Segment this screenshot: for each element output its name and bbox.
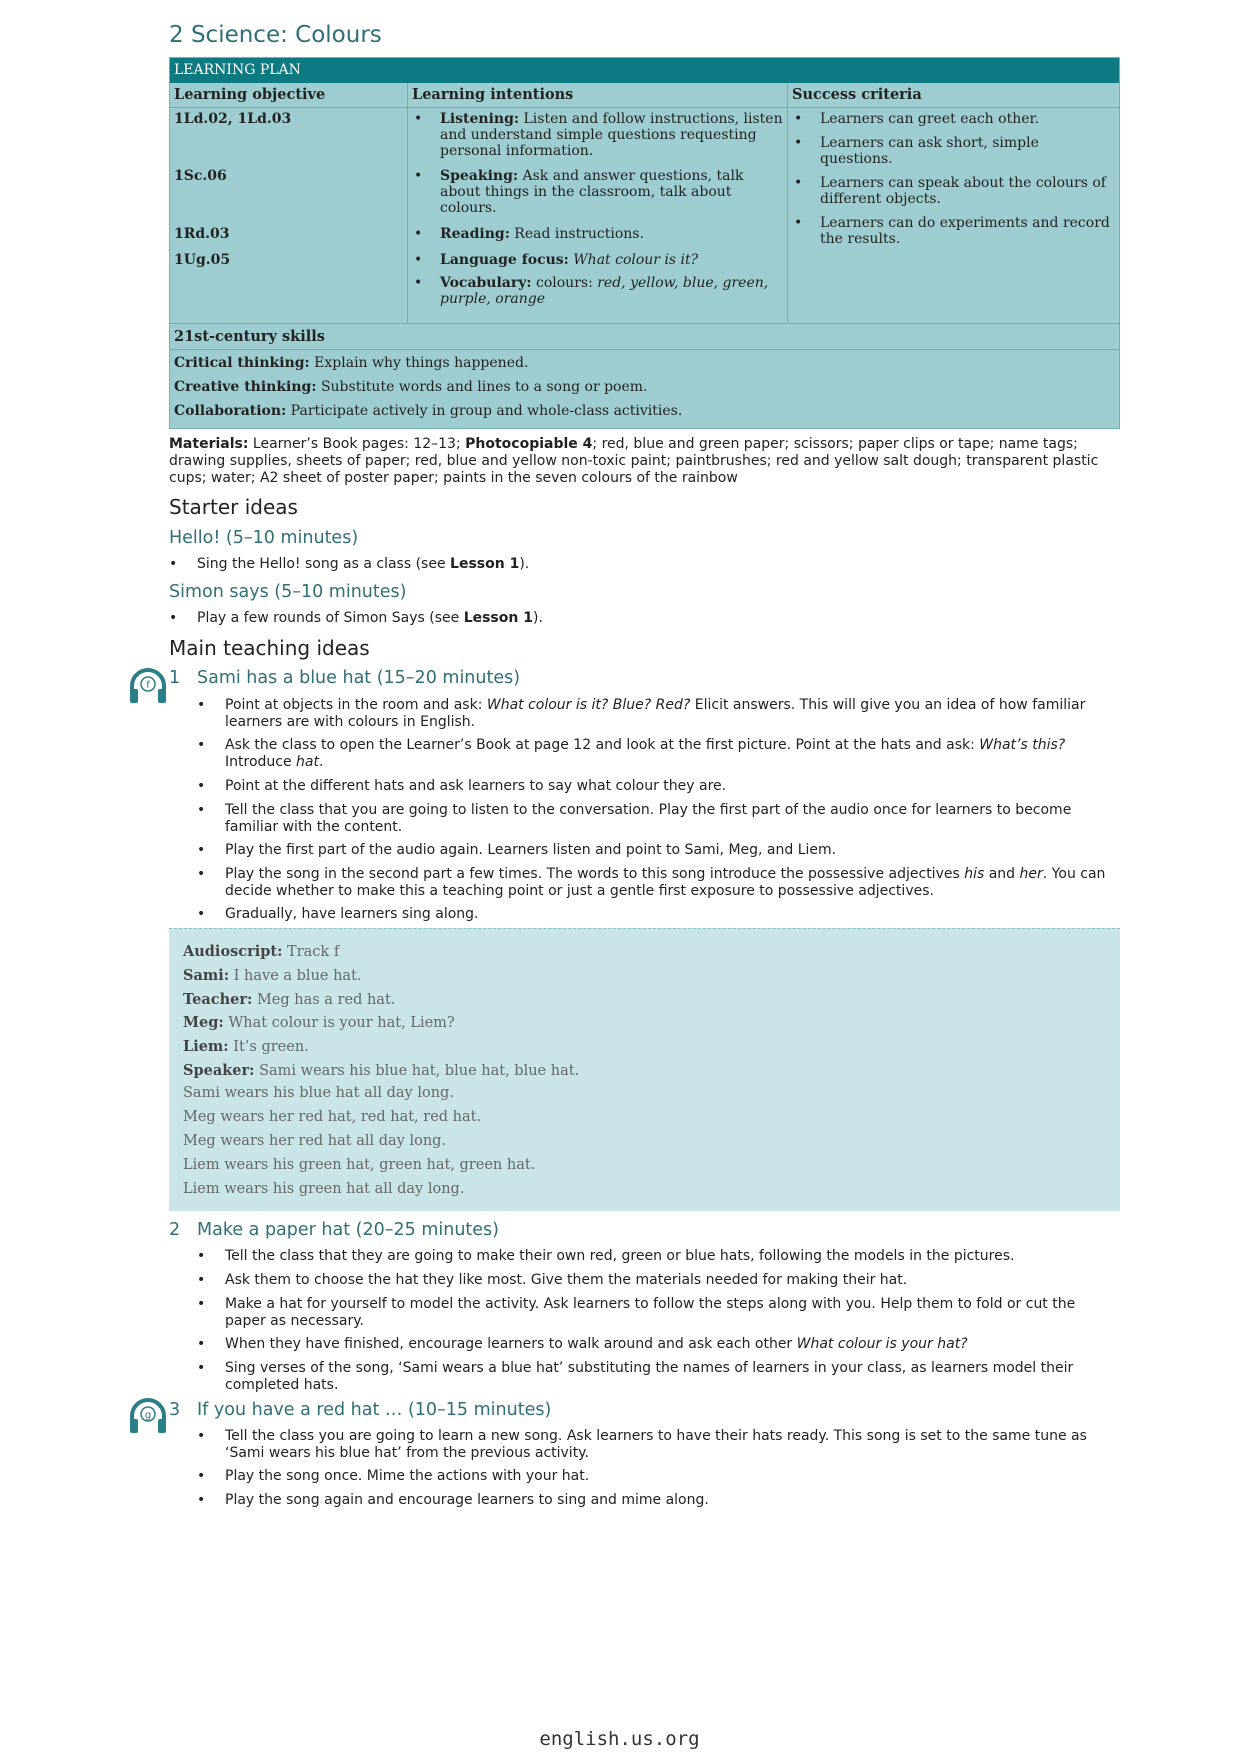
objective-code: 1Rd.03	[174, 226, 230, 242]
audioscript-line: Liem wears his green hat all day long.	[183, 1181, 465, 1197]
intention-text: colours:	[531, 275, 598, 291]
learning-plan-header: LEARNING PLAN	[170, 58, 1119, 83]
starter-title: Hello! (5–10 minutes)	[169, 528, 359, 548]
criteria-item: • Learners can greet each other.	[794, 111, 1040, 127]
activity1-bullet: • Point at the different hats and ask learners to say what colour they are.	[197, 778, 727, 794]
intention-label: Listening:	[440, 111, 520, 127]
intention-text: Ask and answer questions, talk about things in the classroom, talk about colours.	[440, 168, 744, 216]
activity2-bullet: • Sing verses of the song, ‘Sami wears a blue hat’ substituting the names of learners in your class, as learners model their completed hats.	[197, 1360, 1074, 1393]
intention-label: Speaking:	[440, 168, 519, 184]
col-header-intentions: Learning intentions	[408, 83, 787, 108]
activity2-bullet: • When they have finished, encourage learners to walk around and ask each other What colour is your hat?	[197, 1336, 968, 1352]
criteria-column	[788, 83, 1119, 323]
intention-italic: What colour is it?	[573, 252, 699, 268]
activity-title: 3 If you have a red hat … (10–15 minutes)	[169, 1400, 552, 1420]
activity-title: 1 Sami has a blue hat (15–20 minutes)	[169, 668, 521, 688]
activity2-bullet: • Tell the class that they are going to make their own red, green or blue hats, following the models in the pictures.	[197, 1248, 1015, 1264]
activity1-bullet: • Point at objects in the room and ask: What colour is it? Blue? Red? Elicit answers. This will give you an idea of how familiar learners are with colours in English.	[197, 697, 1086, 730]
activity1-bullet: • Gradually, have learners sing along.	[197, 906, 479, 922]
col-header-objective: Learning objective	[170, 83, 407, 108]
skill-item: Collaboration: Participate actively in group and whole-class activities.	[174, 403, 683, 419]
intention-item: • Listening: Listen and follow instructions, listen and understand simple questions requesting personal information.	[414, 111, 783, 159]
activity1-bullet: • Play the first part of the audio again. Learners listen and point to Sami, Meg, and Liem.	[197, 842, 837, 858]
starter-title: Simon says (5–10 minutes)	[169, 582, 407, 602]
objective-code: 1Ld.02, 1Ld.03	[174, 111, 292, 127]
intention-item: • Vocabulary: colours: red, yellow, blue, green, purple, orange	[414, 275, 769, 307]
activity3-bullet: • Play the song again and encourage learners to sing and mime along.	[197, 1492, 709, 1508]
audioscript-line: Meg wears her red hat, red hat, red hat.	[183, 1109, 482, 1125]
activity3-bullet: • Play the song once. Mime the actions with your hat.	[197, 1468, 590, 1484]
intention-label: Language focus:	[440, 252, 569, 268]
audioscript-line: Audioscript: Track f	[183, 943, 340, 960]
main-heading: Main teaching ideas	[169, 636, 370, 660]
intention-label: Vocabulary:	[440, 275, 532, 291]
learning-plan-table	[169, 57, 1120, 429]
intention-italic: red, yellow, blue, green, purple, orange	[440, 275, 769, 307]
col-header-criteria: Success criteria	[788, 83, 1119, 108]
starter-bullet: • Sing the Hello! song as a class (see Lesson 1).	[169, 556, 530, 572]
intentions-column	[408, 83, 788, 323]
headphones-icon	[128, 667, 168, 705]
skill-item: Creative thinking: Substitute words and lines to a song or poem.	[174, 379, 648, 395]
activity1-bullet: • Ask the class to open the Learner’s Book at page 12 and look at the first picture. Point at the hats and ask: What’s this? Introduce hat.	[197, 737, 1066, 770]
activity3-bullet: • Tell the class you are going to learn a new song. Ask learners to have their hats ready. This song is set to the same tune as ‘Sami wears his blue hat’ from the previous activity.	[197, 1428, 1087, 1461]
starter-bullet: • Play a few rounds of Simon Says (see Lesson 1).	[169, 610, 543, 626]
audioscript-line: Sami wears his blue hat all day long.	[183, 1085, 454, 1101]
criteria-item: • Learners can speak about the colours of different objects.	[794, 175, 1106, 207]
svg-text:g: g	[144, 1410, 152, 1421]
activity2-bullet: • Make a hat for yourself to model the activity. Ask learners to follow the steps along with you. Help them to fold or cut the paper as necessary.	[197, 1296, 1076, 1329]
starter-heading: Starter ideas	[169, 495, 298, 519]
audioscript-line: Sami: I have a blue hat.	[183, 967, 362, 984]
page-title: 2 Science: Colours	[169, 22, 382, 48]
skills-header: 21st-century skills	[170, 323, 1119, 350]
activity2-bullet: • Ask them to choose the hat they like most. Give them the materials needed for making their hat.	[197, 1272, 908, 1288]
activity-title: 2 Make a paper hat (20–25 minutes)	[169, 1220, 499, 1240]
audioscript-line: Teacher: Meg has a red hat.	[183, 991, 396, 1008]
intention-item: • Speaking: Ask and answer questions, talk about things in the classroom, talk about colours.	[414, 168, 744, 216]
intention-label: Reading:	[440, 226, 510, 242]
audioscript-line: Meg: What colour is your hat, Liem?	[183, 1014, 455, 1031]
audioscript-line: Liem wears his green hat, green hat, green hat.	[183, 1157, 536, 1173]
audioscript-box	[169, 928, 1120, 1211]
materials-paragraph: Materials: Learner’s Book pages: 12–13; Photocopiable 4; red, blue and green paper; scissors; paper clips or tape; name tags; drawing supplies, sheets of paper; red, blue and yellow non-toxic paint; paintbrushes; red and yellow salt dough; transparent plastic cups; water; A2 sheet of poster paper; paints in the seven colours of the rainbow	[169, 436, 1099, 486]
svg-text:f: f	[146, 680, 150, 691]
objectives-column	[170, 83, 408, 323]
footer-url: english.us.org	[539, 1728, 700, 1750]
activity1-bullet: • Play the song in the second part a few times. The words to this song introduce the possessive adjectives his and her. You can decide whether to make this a teaching point or just a gentle first exposure to possessive adjectives.	[197, 866, 1106, 899]
audioscript-line: Speaker: Sami wears his blue hat, blue hat, blue hat.	[183, 1062, 580, 1079]
criteria-item: • Learners can do experiments and record the results.	[794, 215, 1110, 247]
skill-item: Critical thinking: Explain why things happened.	[174, 355, 529, 371]
objective-code: 1Sc.06	[174, 168, 227, 184]
criteria-item: • Learners can ask short, simple questions.	[794, 135, 1039, 167]
intention-item: • Reading: Read instructions.	[414, 226, 644, 242]
intention-text: Listen and follow instructions, listen and understand simple questions requesting personal information.	[440, 111, 783, 159]
audioscript-line: Meg wears her red hat all day long.	[183, 1133, 447, 1149]
activity1-bullet: • Tell the class that you are going to listen to the conversation. Play the first part of the audio once for learners to become familiar with the content.	[197, 802, 1072, 835]
headphones-icon	[128, 1397, 168, 1435]
intention-item: • Language focus: What colour is it?	[414, 252, 699, 268]
objective-code: 1Ug.05	[174, 252, 231, 268]
intention-text: Read instructions.	[509, 226, 644, 242]
audioscript-line: Liem: It’s green.	[183, 1038, 309, 1055]
